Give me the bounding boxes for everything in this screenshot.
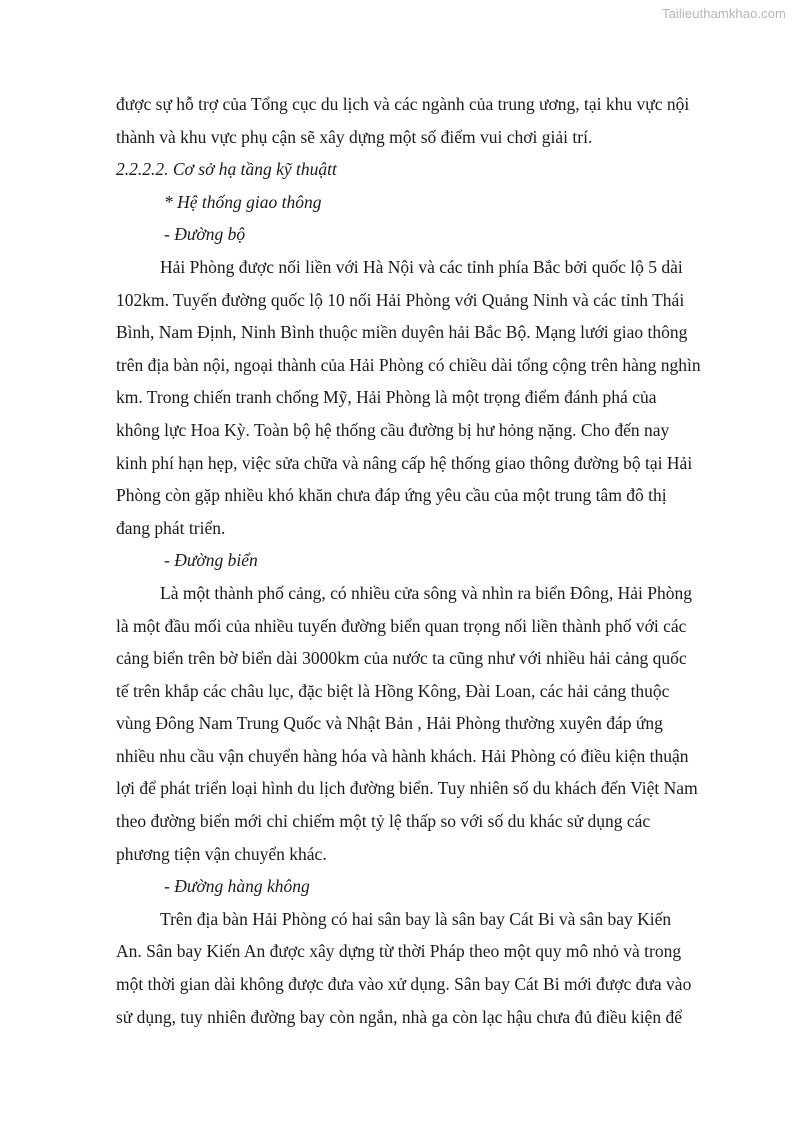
body-line: là một đầu mối của nhiều tuyến đường biển quan trọng nối liền thành phố với các (116, 615, 687, 636)
sea-heading: - Đường biển (164, 550, 258, 571)
body-line: trên địa bàn nội, ngoại thành của Hải Phòng có chiều dài tổng cộng trên hàng nghìn (116, 354, 701, 375)
watermark-text: Tailieuthamkhao.com (661, 6, 786, 21)
body-line: Là một thành phố cảng, có nhiều cửa sông và nhìn ra biển Đông, Hải Phòng (160, 582, 692, 603)
section-heading: 2.2.2.2. Cơ sở hạ tầng kỹ thuậtt (116, 159, 337, 180)
body-line: theo đường biển mới chỉ chiếm một tỷ lệ thấp so với số du khác sử dụng các (116, 811, 651, 832)
body-line: kinh phí hạn hẹp, việc sửa chữa và nâng cấp hệ thống giao thông đường bộ tại Hải (116, 452, 693, 473)
body-line: Trên địa bàn Hải Phòng có hai sân bay là sân bay Cát Bi và sân bay Kiến (160, 908, 672, 929)
body-line: nhiều nhu cầu vận chuyển hàng hóa và hành khách. Hải Phòng có điều kiện thuận (116, 745, 689, 766)
body-line: vùng Đông Nam Trung Quốc và Nhật Bản , Hải Phòng thường xuyên đáp ứng (116, 713, 663, 734)
body-line: được sự hỗ trợ của Tổng cục du lịch và các ngành của trung ương, tại khu vực nội (116, 94, 690, 114)
subsection-heading: * Hệ thống giao thông (164, 191, 322, 212)
body-line: Bình, Nam Định, Ninh Bình thuộc miền duyên hải Bắc Bộ. Mạng lưới giao thông (116, 322, 688, 343)
body-line: An. Sân bay Kiến An được xây dựng từ thời Pháp theo một quy mô nhỏ và trong (116, 941, 682, 962)
body-line: Phòng còn gặp nhiều khó khăn chưa đáp ứng yêu cầu của một trung tâm đô thị (116, 485, 667, 506)
body-line: lợi để phát triển loại hình du lịch đường biển. Tuy nhiên số du khách đến Việt Nam (116, 778, 698, 799)
body-line: km. Trong chiến tranh chống Mỹ, Hải Phòng là một trọng điểm đánh phá của (116, 387, 657, 408)
body-line: cảng biển trên bờ biển dài 3000km của nước ta cũng như với nhiều hải cảng quốc (116, 648, 687, 669)
air-heading: - Đường hàng không (164, 876, 310, 897)
body-line: thành và khu vực phụ cận sẽ xây dựng một số điểm vui chơi giải trí. (116, 126, 593, 147)
body-line: đang phát triển. (116, 517, 226, 538)
road-heading: - Đường bộ (164, 224, 246, 245)
body-line: không lực Hoa Kỳ. Toàn bộ hệ thống cầu đường bị hư hỏng nặng. Cho đến nay (116, 419, 670, 440)
body-line: sử dụng, tuy nhiên đường bay còn ngắn, nhà ga còn lạc hậu chưa đủ điều kiện để (116, 1006, 682, 1027)
body-line: Hải Phòng được nối liền với Hà Nội và các tỉnh phía Bắc bởi quốc lộ 5 dài (160, 256, 683, 277)
body-line: phương tiện vận chuyển khác. (116, 843, 327, 864)
document-page (116, 88, 740, 1033)
body-line: 102km. Tuyến đường quốc lộ 10 nối Hải Phòng với Quảng Ninh và các tỉnh Thái (116, 289, 685, 310)
body-line: tế trên khắp các châu lục, đặc biệt là Hồng Kông, Đài Loan, các hải cảng thuộc (116, 680, 670, 701)
body-line: một thời gian dài không được đưa vào xử dụng. Sân bay Cát Bi mới được đưa vào (116, 974, 692, 995)
